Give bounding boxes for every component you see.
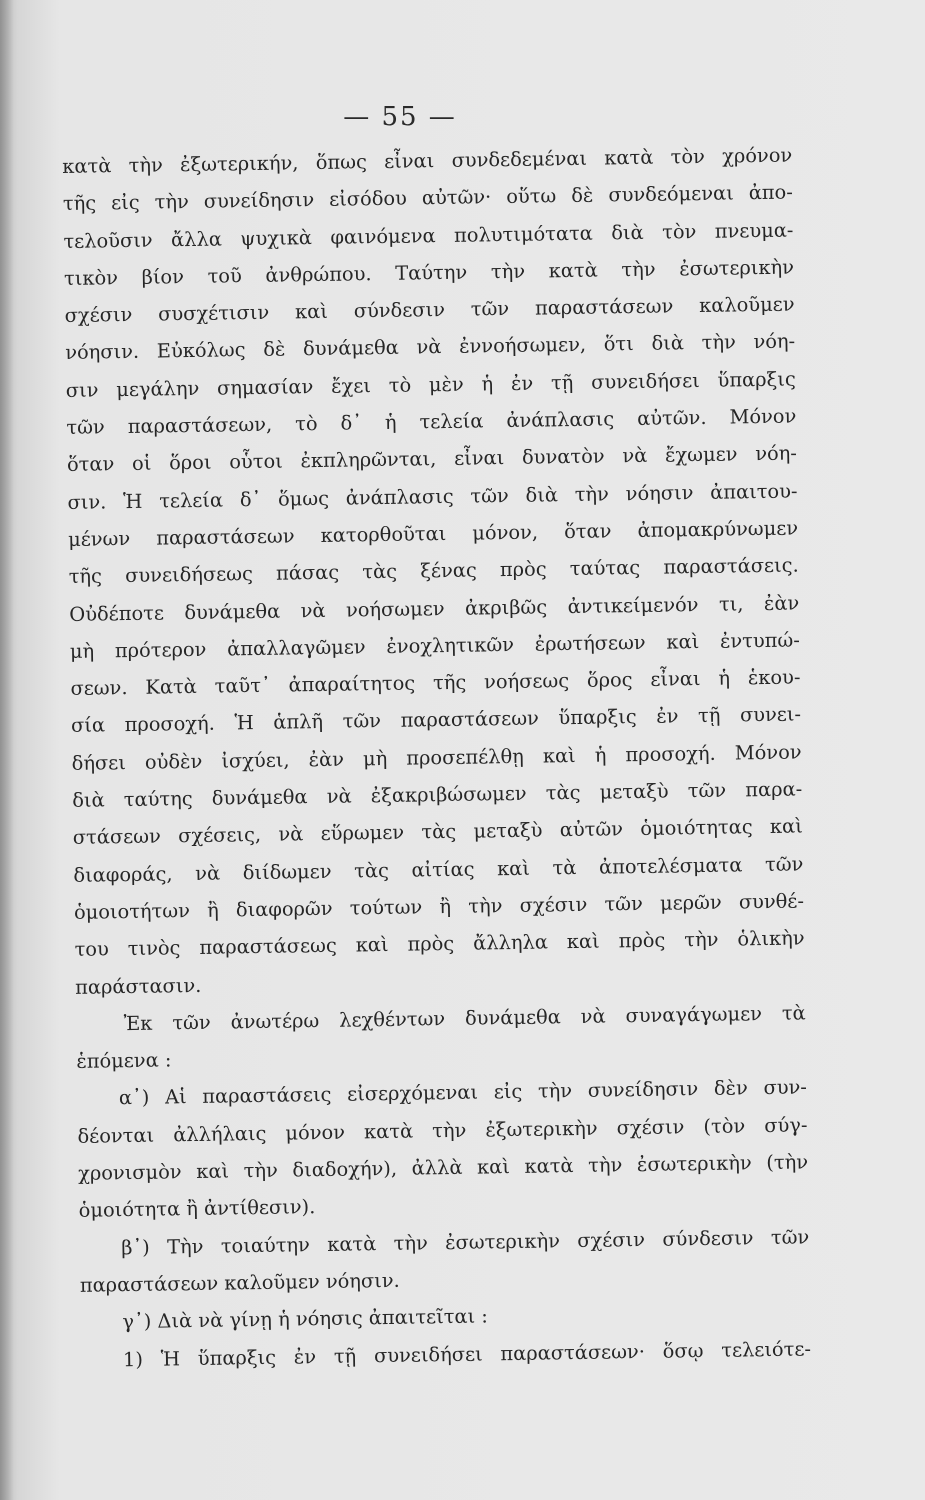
- text-line: τῆς συνειδήσεως πάσας τὰς ξένας πρὸς ταύτας παραστάσεις.: [68, 553, 799, 589]
- text-line: διὰ ταύτης δυνάμεθα νὰ ἐξακριβώσωμεν τὰς μεταξὺ τῶν παρα-: [72, 777, 803, 812]
- text-line: 1) Ἡ ὕπαρξις ἐν τῇ συνειδήσει παραστάσεων· ὅσῳ τελειότε-: [122, 1336, 812, 1371]
- text-line: δήσει οὐδὲν ἰσχύει, ἐὰν μὴ προσεπέλθῃ καὶ ἡ προσοχή. Μόνον: [71, 740, 802, 775]
- text-line: ὅταν οἱ ὅροι οὗτοι ἐκπληρῶνται, εἶναι δυνατὸν νὰ ἔχωμεν νόη-: [66, 441, 798, 477]
- text-line: ἑπόμενα :: [76, 1048, 172, 1074]
- text-line: παράστασιν.: [74, 973, 202, 999]
- text-line: β᾿) Τὴν τοιαύτην κατὰ τὴν ἐσωτερικὴν σχέσιν σύνδεσιν τῶν: [121, 1225, 810, 1259]
- text-line: Ἐκ τῶν ἀνωτέρω λεχθέντων δυνάμεθα νὰ συναγάγωμεν τὰ: [123, 1001, 806, 1035]
- text-line: τικὸν βίον τοῦ ἀνθρώπου. Ταύτην τὴν κατὰ τὴν ἐσωτερικὴν: [63, 255, 795, 290]
- text-line: σχέσιν συσχέτισιν καὶ σύνδεσιν τῶν παραστάσεων καλοῦμεν: [64, 292, 795, 328]
- binding-shadow: [0, 0, 14, 1500]
- text-line: διαφοράς, νὰ διίδωμεν τὰς αἰτίας καὶ τὰ ἀποτελέσματα τῶν: [73, 852, 804, 887]
- text-line: Οὐδέποτε δυνάμεθα νὰ νοήσωμεν ἀκριβῶς ἀντικείμενόν τι, ἐὰν: [69, 591, 800, 626]
- text-line: του τινὸς παραστάσεως καὶ πρὸς ἄλληλα καὶ πρὸς τὴν ὁλικὴν: [74, 926, 805, 962]
- text-line: σεων. Κατὰ ταῦτ᾿ ἀπαραίτητος τῆς νοήσεως ὅρος εἶναι ἡ ἑκου-: [70, 665, 801, 701]
- text-line: μὴ πρότερον ἀπαλλαγῶμεν ἐνοχλητικῶν ἐρωτήσεων καὶ ἐντυπώ-: [69, 628, 800, 663]
- text-line: νόησιν. Εὐκόλως δὲ δυνάμεθα νὰ ἐννοήσωμεν, ὅτι διὰ τὴν νόη-: [65, 329, 796, 365]
- text-line: τῶν παραστάσεων, τὸ δ᾿ ἡ τελεία ἀνάπλασις αὐτῶν. Μόνον: [66, 404, 797, 440]
- text-line: σία προσοχή. Ἡ ἁπλῆ τῶν παραστάσεων ὕπαρξις ἐν τῇ συνει-: [70, 702, 802, 738]
- page-number: — 55 —: [343, 102, 457, 132]
- text-line: σιν. Ἡ τελεία δ᾿ ὅμως ἀνάπλασις τῶν διὰ τὴν νόησιν ἀπαιτου-: [67, 479, 798, 514]
- text-line: τῆς εἰς τὴν συνείδησιν εἰσόδου αὐτῶν· οὕτω δὲ συνδεόμεναι ἀπο-: [62, 180, 793, 216]
- text-line: δέονται ἀλλήλαις μόνον κατὰ τὴν ἐξωτερικὴν σχέσιν (τὸν σύγ-: [77, 1113, 808, 1148]
- text-line: στάσεων σχέσεις, νὰ εὕρωμεν τὰς μεταξὺ αὐτῶν ὁμοιότητας καὶ: [72, 814, 803, 850]
- text-line: α᾿) Αἱ παραστάσεις εἰσερχόμεναι εἰς τὴν συνείδησιν δὲν συν-: [118, 1075, 808, 1110]
- text-line: παραστάσεων καλοῦμεν νόησιν.: [79, 1268, 400, 1297]
- text-line: σιν μεγάλην σημασίαν ἔχει τὸ μὲν ἡ ἐν τῇ συνειδήσει ὕπαρξις: [65, 367, 796, 402]
- text-line: ὁμοιότητα ἢ ἀντίθεσιν).: [78, 1195, 316, 1223]
- text-line: ὁμοιοτήτων ἢ διαφορῶν τούτων ἢ τὴν σχέσιν τῶν μερῶν συνθέ-: [73, 889, 805, 924]
- text-line: γ᾿) Διὰ νὰ γίνῃ ἡ νόησις ἀπαιτεῖται :: [122, 1304, 489, 1334]
- text-line: μένων παραστάσεων κατορθοῦται μόνον, ὅταν ἀπομακρύνωμεν: [67, 516, 799, 551]
- text-line: χρονισμὸν καὶ τὴν διαδοχήν), ἀλλὰ καὶ κατὰ τὴν ἐσωτερικὴν (τὴν: [77, 1150, 809, 1185]
- text-line: κατὰ τὴν ἐξωτερικήν, ὅπως εἶναι συνδεδεμέναι κατὰ τὸν χρόνον: [62, 143, 793, 178]
- body-text: [62, 137, 811, 1379]
- text-line: τελοῦσιν ἄλλα ψυχικὰ φαινόμενα πολυτιμότατα διὰ τὸν πνευμα-: [63, 218, 794, 253]
